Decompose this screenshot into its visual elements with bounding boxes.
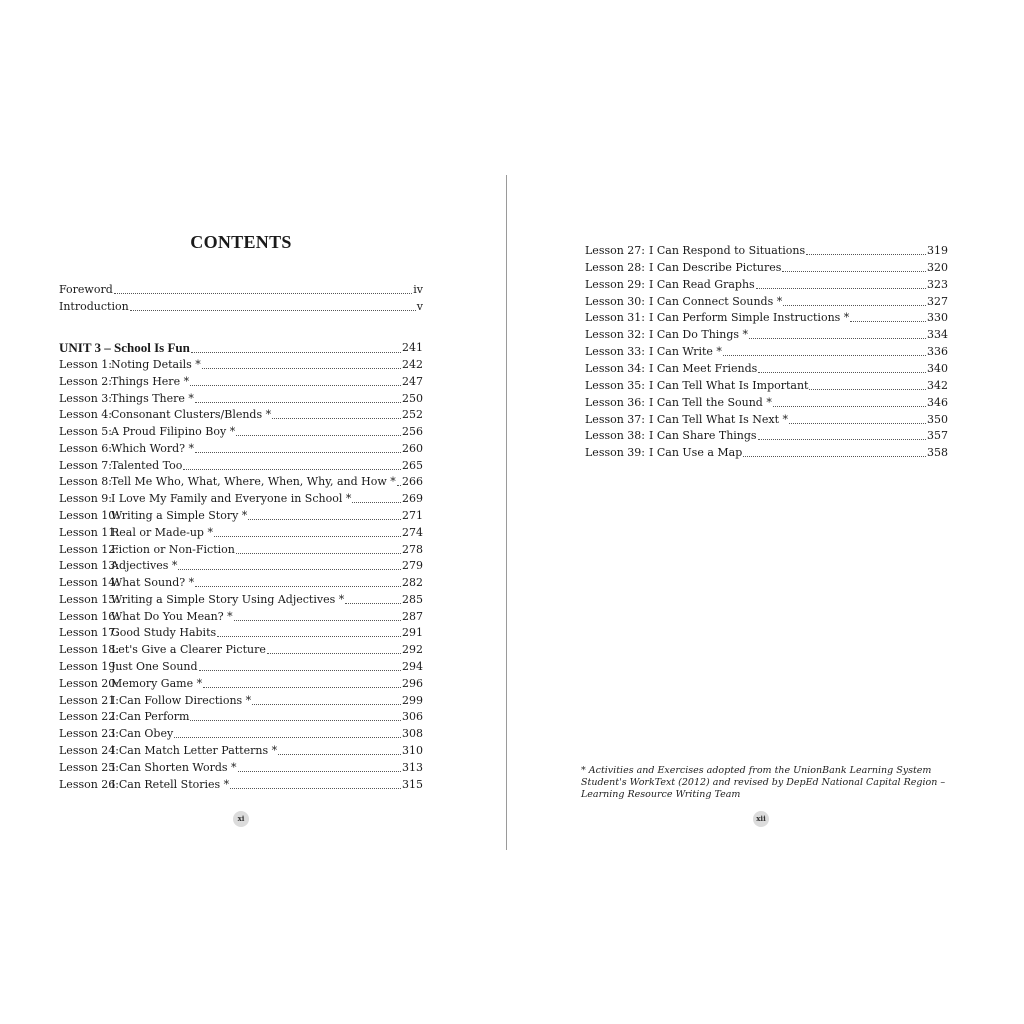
- entry-label-group: [59, 475, 396, 489]
- lesson-title: Talented Too: [111, 458, 183, 472]
- entry-label-group: [59, 425, 235, 439]
- entry-label-group: [59, 392, 194, 406]
- entry-label-group: [585, 345, 722, 359]
- entry-label-group: [59, 727, 173, 741]
- lesson-number: Lesson 8:: [59, 475, 113, 489]
- entry-label-group: [585, 362, 757, 376]
- toc-entry-lesson[interactable]: [59, 677, 423, 691]
- lesson-title: I Can Write *: [649, 345, 722, 359]
- lesson-number: Lesson 25:: [59, 760, 120, 774]
- dot-leader: [114, 293, 413, 294]
- lesson-number: Lesson 30:: [585, 294, 646, 308]
- dot-leader: [749, 338, 926, 339]
- page-reference: 340: [927, 361, 948, 375]
- lesson-title: Writing a Simple Story Using Adjectives *: [111, 592, 345, 606]
- lesson-number: Lesson 4:: [59, 408, 113, 422]
- lesson-title: Good Study Habits: [111, 626, 217, 640]
- lesson-number: Lesson 21:: [59, 693, 120, 707]
- entry-label-group: [585, 244, 805, 258]
- toc-entry-lesson[interactable]: [585, 413, 948, 427]
- entry-label-group: [59, 610, 233, 624]
- page-reference: 323: [927, 277, 948, 291]
- lesson-title: I Can Share Things: [649, 429, 757, 443]
- page-reference: 327: [927, 294, 948, 308]
- lesson-number: Lesson 13:: [59, 559, 120, 573]
- dot-leader: [214, 536, 401, 537]
- lesson-number: Lesson 22:: [59, 710, 120, 724]
- dot-leader: [850, 321, 926, 322]
- entry-label-group: [59, 643, 266, 657]
- lesson-number: Lesson 7:: [59, 458, 113, 472]
- toc-entry-lesson[interactable]: [59, 761, 423, 775]
- lesson-number: Lesson 35:: [585, 378, 646, 392]
- lesson-title: I Love My Family and Everyone in School *: [111, 492, 352, 506]
- toc-entry-lesson[interactable]: [585, 328, 948, 342]
- lesson-number: Lesson 32:: [585, 328, 646, 342]
- entry-label-group: [59, 509, 247, 523]
- lesson-number: Lesson 28:: [585, 260, 646, 274]
- dot-leader: [191, 352, 401, 353]
- entry-label-group: [585, 328, 748, 342]
- dot-leader: [345, 603, 401, 604]
- lesson-number: Lesson 1:: [59, 358, 113, 371]
- dot-leader: [195, 402, 401, 403]
- toc-entry-lesson[interactable]: [59, 475, 423, 489]
- lesson-number: Lesson 6:: [59, 441, 113, 455]
- entry-label-group: [585, 261, 781, 275]
- page-reference: v: [416, 300, 423, 313]
- entry-label-group: [59, 375, 189, 389]
- dot-leader: [130, 310, 416, 311]
- dot-leader: [217, 636, 401, 637]
- lesson-title: I Can Tell What Is Next *: [649, 412, 789, 426]
- page-reference: 342: [927, 378, 948, 392]
- page-number-left: xi: [233, 811, 249, 827]
- entry-label-group: [585, 278, 755, 292]
- page-reference: 242: [402, 358, 423, 371]
- page-reference: 315: [402, 777, 423, 791]
- page-reference: 252: [402, 408, 423, 422]
- entry-label-group: [59, 744, 277, 758]
- toc-entry-lesson[interactable]: [585, 278, 948, 292]
- page-reference: 278: [402, 542, 423, 556]
- lesson-number: Lesson 2:: [59, 374, 113, 388]
- entry-label-group: [585, 446, 742, 460]
- lesson-number: Lesson 19:: [59, 660, 120, 674]
- page-reference: 282: [402, 576, 423, 590]
- toc-entry-lesson[interactable]: [59, 392, 423, 406]
- lesson-title: I Can Do Things *: [649, 328, 749, 342]
- dot-leader: [202, 368, 401, 369]
- dot-leader: [352, 502, 401, 503]
- toc-entry-lesson[interactable]: [59, 543, 423, 557]
- dot-leader: [248, 519, 401, 520]
- entry-label-group: [585, 429, 757, 443]
- right-page: [581, 0, 949, 1024]
- page-reference: 285: [402, 592, 423, 606]
- toc-entry-lesson[interactable]: [59, 643, 423, 657]
- entry-label-group: [59, 492, 351, 506]
- page-reference: 346: [927, 395, 948, 409]
- lesson-number: Lesson 31:: [585, 311, 646, 325]
- lesson-number: Lesson 26:: [59, 777, 120, 791]
- toc-entry-lesson[interactable]: [59, 610, 423, 624]
- lesson-number: Lesson 5:: [59, 425, 113, 439]
- lesson-title: What Sound? *: [111, 576, 195, 590]
- dot-leader: [238, 771, 401, 772]
- toc-entry-lesson[interactable]: [59, 660, 423, 674]
- toc-entry-lesson[interactable]: [59, 375, 423, 389]
- toc-entry-lesson[interactable]: [59, 358, 423, 372]
- page-reference: 269: [402, 492, 423, 506]
- lesson-title: I Can Obey: [111, 727, 174, 741]
- page-reference: 271: [402, 509, 423, 523]
- lesson-number: Lesson 15:: [59, 592, 120, 606]
- lesson-title: I Can Tell What Is Important: [649, 378, 809, 392]
- toc-entry-lesson[interactable]: [585, 311, 948, 325]
- page-reference: 299: [402, 693, 423, 707]
- lesson-number: Lesson 38:: [585, 429, 646, 443]
- page-reference: 250: [402, 391, 423, 405]
- toc-entry-lesson[interactable]: [585, 261, 948, 275]
- lesson-title: Noting Details *: [111, 358, 201, 371]
- lesson-number: Lesson 3:: [59, 391, 113, 405]
- page-number-right: xii: [753, 811, 769, 827]
- dot-leader: [190, 720, 401, 721]
- dot-leader: [278, 754, 401, 755]
- dot-leader: [743, 456, 926, 457]
- toc-entry-lesson[interactable]: [59, 459, 423, 473]
- lesson-title: Adjectives *: [111, 559, 178, 573]
- page-reference: 310: [402, 743, 423, 757]
- entry-label-group: [59, 778, 229, 792]
- lesson-title: Writing a Simple Story *: [111, 509, 248, 523]
- lesson-number: Lesson 24:: [59, 743, 120, 757]
- entry-label-group: [59, 358, 201, 372]
- lesson-title: Just One Sound: [111, 660, 198, 674]
- lesson-number: Lesson 39:: [585, 446, 646, 460]
- toc-entry-lesson[interactable]: [59, 408, 423, 422]
- lesson-title: Real or Made-up *: [111, 525, 213, 539]
- lesson-number: Lesson 12:: [59, 542, 120, 556]
- entry-label: Foreword: [59, 283, 113, 296]
- lesson-number: Lesson 33:: [585, 345, 646, 359]
- dot-leader: [252, 704, 401, 705]
- entry-label: UNIT 3 – School Is Fun: [59, 340, 190, 355]
- entry-label: Introduction: [59, 300, 129, 313]
- page-reference: 274: [402, 525, 423, 539]
- dot-leader: [806, 254, 926, 255]
- toc-entry-lesson[interactable]: [585, 295, 948, 309]
- footnote: * Activities and Exercises adopted from the UnionBank Learning System Student's WorkText (2012) and revised by DepEd National Capital Region – Learning Resource Writing Team: [581, 765, 946, 800]
- page-reference: 350: [927, 412, 948, 426]
- lesson-title: I Can Perform: [111, 710, 190, 724]
- toc-entry-lesson[interactable]: [59, 509, 423, 523]
- toc-entry-lesson[interactable]: [59, 778, 423, 792]
- lesson-title: I Can Use a Map: [649, 446, 743, 460]
- toc-entry-lesson[interactable]: [585, 362, 948, 376]
- toc-entry-lesson[interactable]: [59, 694, 423, 708]
- lesson-title: Let's Give a Clearer Picture: [111, 643, 266, 657]
- entry-label-group: [59, 283, 113, 297]
- lesson-number: Lesson 17:: [59, 626, 120, 640]
- page-reference: 292: [402, 643, 423, 657]
- entry-label-group: [59, 526, 213, 540]
- toc-entry-lesson[interactable]: [59, 626, 423, 640]
- lesson-number: Lesson 11:: [59, 525, 120, 539]
- entry-label-group: [59, 459, 182, 473]
- lesson-title: Tell Me Who, What, Where, When, Why, and How *: [111, 475, 396, 489]
- dot-leader: [195, 586, 401, 587]
- lesson-number: Lesson 10:: [59, 509, 120, 523]
- toc-entry-lesson[interactable]: [585, 396, 948, 410]
- lesson-title: I Can Retell Stories *: [111, 777, 230, 791]
- lesson-number: Lesson 18:: [59, 643, 120, 657]
- page-reference: 265: [402, 458, 423, 472]
- dot-leader: [183, 469, 401, 470]
- entry-label-group: [59, 543, 235, 557]
- entry-label-group: [585, 413, 788, 427]
- page-reference: 306: [402, 710, 423, 724]
- dot-leader: [756, 288, 926, 289]
- page-reference: 319: [927, 244, 948, 257]
- lesson-title: Memory Game *: [111, 676, 203, 690]
- page-reference: 330: [927, 311, 948, 325]
- lesson-title: I Can Perform Simple Instructions *: [649, 311, 850, 325]
- lesson-title: A Proud Filipino Boy *: [111, 425, 236, 439]
- dot-leader: [758, 372, 926, 373]
- dot-leader: [758, 439, 926, 440]
- entry-label-group: [585, 295, 782, 309]
- toc-entry-lesson[interactable]: [59, 744, 423, 758]
- page-reference: 294: [402, 660, 423, 674]
- lesson-number: Lesson 27:: [585, 244, 646, 257]
- entry-label-group: [59, 593, 344, 607]
- toc-entry-front-matter[interactable]: [59, 283, 423, 297]
- toc-entry-lesson[interactable]: [585, 446, 948, 460]
- lesson-number: Lesson 29:: [585, 277, 646, 291]
- page-reference: iv: [413, 283, 423, 296]
- entry-label-group: [59, 710, 189, 724]
- lesson-title: I Can Connect Sounds *: [649, 294, 783, 308]
- lesson-number: Lesson 36:: [585, 395, 646, 409]
- dot-leader: [199, 670, 401, 671]
- entry-label-group: [585, 396, 772, 410]
- page-reference: 266: [402, 475, 423, 489]
- lesson-title: What Do You Mean? *: [111, 609, 233, 623]
- entry-label-group: [59, 340, 190, 356]
- dot-leader: [236, 435, 401, 436]
- entry-label-group: [59, 408, 271, 422]
- dot-leader: [236, 553, 401, 554]
- dot-leader: [203, 687, 401, 688]
- lesson-title: I Can Match Letter Patterns *: [111, 743, 278, 757]
- page-reference: 287: [402, 609, 423, 623]
- lesson-title: Fiction or Non-Fiction: [111, 542, 235, 556]
- toc-entry-lesson[interactable]: [59, 727, 423, 741]
- entry-label-group: [585, 379, 808, 393]
- page-reference: 247: [402, 374, 423, 388]
- toc-entry-lesson[interactable]: [585, 345, 948, 359]
- lesson-number: Lesson 16:: [59, 609, 120, 623]
- dot-leader: [397, 485, 401, 486]
- page-gutter-divider: [506, 175, 507, 850]
- left-page: [59, 0, 423, 1024]
- entry-label-group: [59, 559, 177, 573]
- dot-leader: [190, 385, 401, 386]
- page-reference: 334: [927, 328, 948, 342]
- toc-entry-lesson[interactable]: [59, 442, 423, 456]
- entry-label-group: [59, 300, 129, 314]
- entry-label-group: [59, 576, 194, 590]
- toc-entry-lesson[interactable]: [59, 425, 423, 439]
- dot-leader: [174, 737, 401, 738]
- entry-label-group: [59, 677, 202, 691]
- toc-entry-lesson[interactable]: [59, 710, 423, 724]
- lesson-number: Lesson 9:: [59, 492, 113, 506]
- lesson-number: Lesson 23:: [59, 727, 120, 741]
- lesson-title: I Can Follow Directions *: [111, 693, 252, 707]
- lesson-title: Which Word? *: [111, 441, 195, 455]
- page-reference: 357: [927, 429, 948, 443]
- page-reference: 296: [402, 676, 423, 690]
- toc-entry-lesson[interactable]: [585, 244, 948, 258]
- lesson-title: I Can Read Graphs: [649, 277, 755, 291]
- page-reference: 256: [402, 425, 423, 439]
- dot-leader: [783, 305, 926, 306]
- toc-entry-lesson[interactable]: [585, 429, 948, 443]
- page-reference: 260: [402, 441, 423, 455]
- lesson-title: I Can Describe Pictures: [649, 260, 782, 274]
- dot-leader: [195, 452, 401, 453]
- lesson-number: Lesson 20:: [59, 676, 120, 690]
- entry-label-group: [59, 626, 216, 640]
- entry-label-group: [585, 311, 849, 325]
- page-reference: 279: [402, 559, 423, 573]
- dot-leader: [782, 271, 926, 272]
- dot-leader: [178, 569, 401, 570]
- toc-entry-front-matter[interactable]: [59, 300, 423, 314]
- entry-label-group: [59, 694, 251, 708]
- entry-label-group: [59, 442, 194, 456]
- page-reference: 358: [927, 446, 948, 460]
- lesson-number: Lesson 14:: [59, 576, 120, 590]
- lesson-title: Things Here *: [111, 374, 190, 388]
- page-reference: 336: [927, 345, 948, 359]
- lesson-title: I Can Shorten Words *: [111, 760, 237, 774]
- toc-entry-lesson[interactable]: [59, 593, 423, 607]
- entry-label-group: [59, 761, 237, 775]
- page-reference: 320: [927, 260, 948, 274]
- dot-leader: [773, 406, 926, 407]
- lesson-title: I Can Respond to Situations: [649, 244, 806, 257]
- dot-leader: [723, 355, 926, 356]
- toc-entry-lesson[interactable]: [59, 492, 423, 506]
- lesson-title: Consonant Clusters/Blends *: [111, 408, 272, 422]
- page-reference: 241: [402, 341, 423, 354]
- toc-entry-lesson[interactable]: [585, 379, 948, 393]
- lesson-title: I Can Tell the Sound *: [649, 395, 772, 409]
- dot-leader: [789, 423, 926, 424]
- dot-leader: [234, 620, 401, 621]
- dot-leader: [809, 389, 926, 390]
- toc-entry-lesson[interactable]: [59, 526, 423, 540]
- dot-leader: [272, 418, 401, 419]
- lesson-number: Lesson 37:: [585, 412, 646, 426]
- contents-title: CONTENTS: [190, 232, 292, 252]
- page-reference: 313: [402, 760, 423, 774]
- dot-leader: [230, 788, 401, 789]
- page-reference: 291: [402, 626, 423, 640]
- lesson-title: I Can Meet Friends: [649, 361, 758, 375]
- lesson-number: Lesson 34:: [585, 361, 646, 375]
- page-reference: 308: [402, 727, 423, 741]
- toc-entry-lesson[interactable]: [59, 559, 423, 573]
- lesson-title: Things There *: [111, 391, 194, 405]
- entry-label-group: [59, 660, 198, 674]
- toc-entry-lesson[interactable]: [59, 576, 423, 590]
- toc-entry-unit[interactable]: [59, 340, 423, 356]
- dot-leader: [267, 653, 401, 654]
